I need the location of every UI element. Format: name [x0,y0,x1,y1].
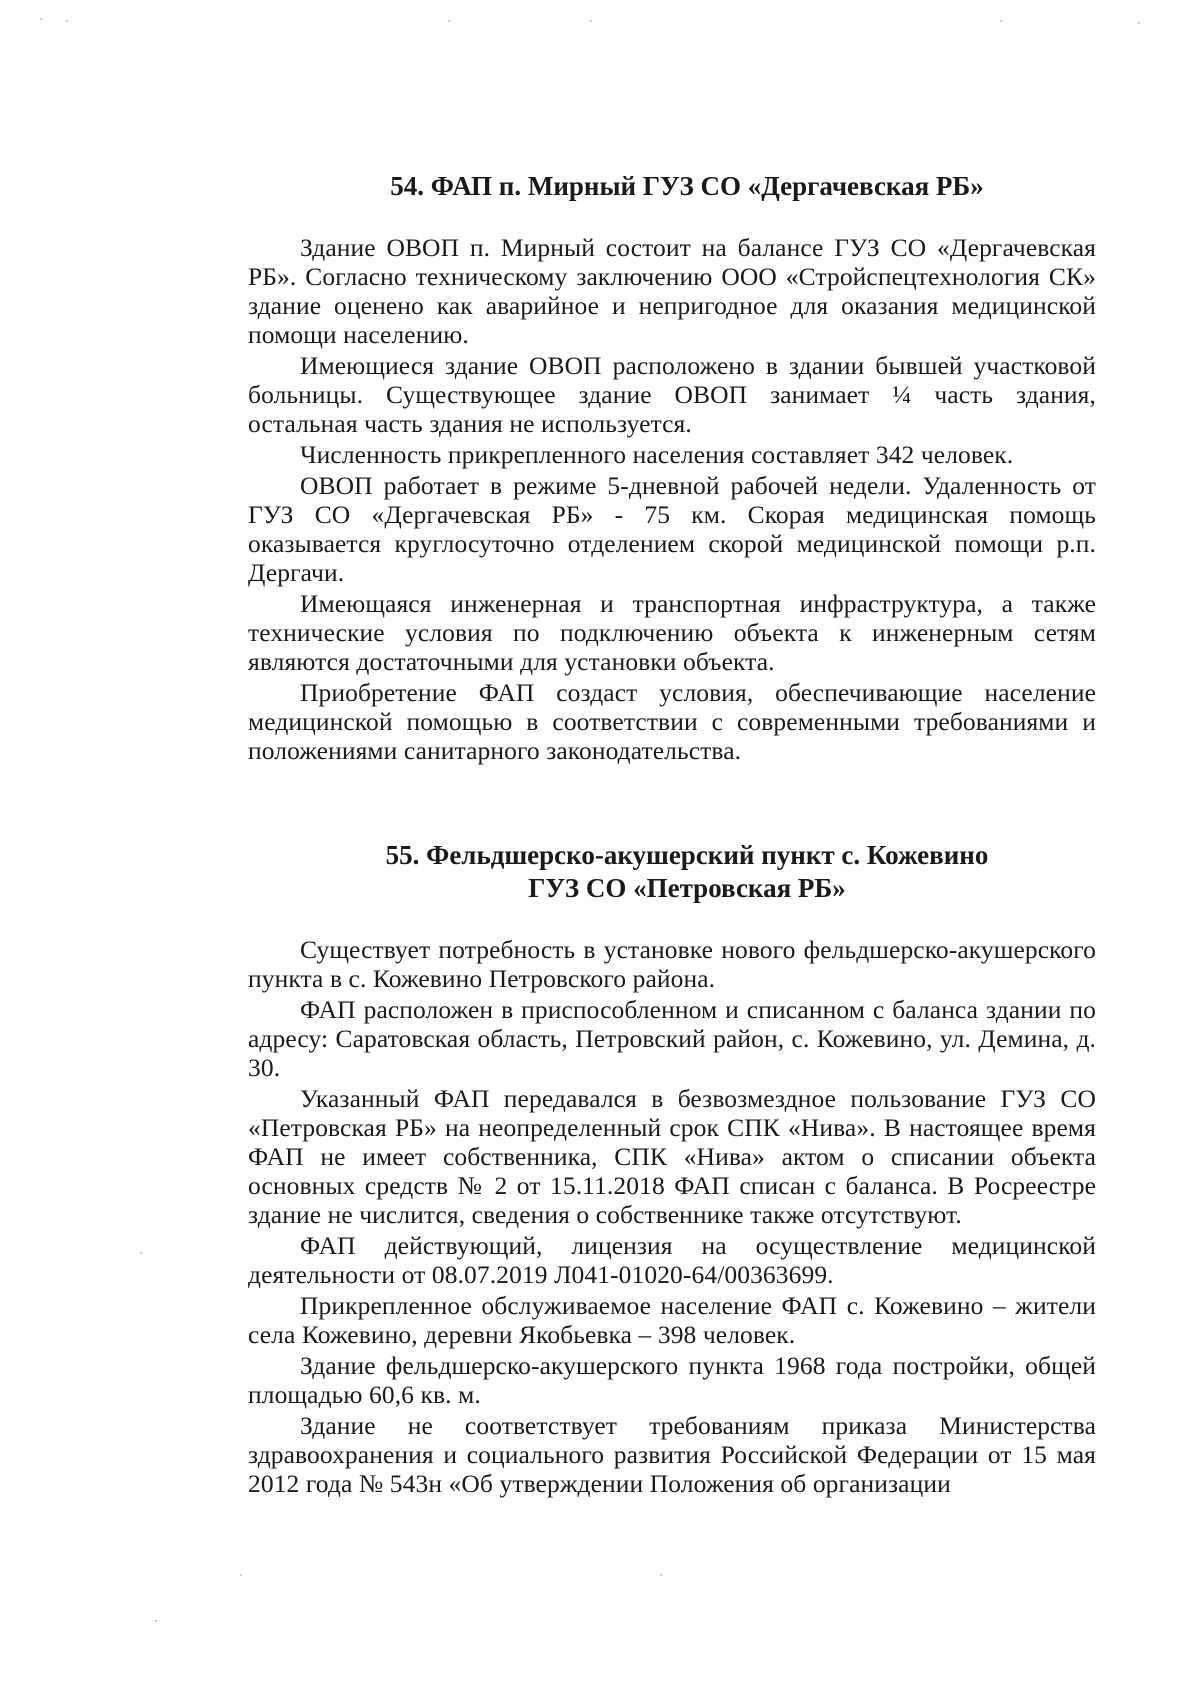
scan-speck [1000,20,1002,22]
heading-line: 54. ФАП п. Мирный ГУЗ СО «Дергачевская РБ» [390,171,984,201]
scan-speck [1138,22,1140,24]
scan-speck [66,20,68,22]
paragraph: ФАП расположен в приспособленном и списанном с баланса здании по адресу: Саратовская область, Петровский район, с. Кожевино, ул. Демина, д. 30. [248,995,1096,1082]
scan-speck [140,1252,142,1254]
paragraph: Имеющиеся здание ОВОП расположено в здании бывшей участковой больницы. Существующее здание ОВОП занимает ¼ часть здания, остальная часть здания не используется. [248,351,1096,438]
paragraph: Указанный ФАП передавался в безвозмездное пользование ГУЗ СО «Петровская РБ» на неопределенный срок СПК «Нива». В настоящее время ФАП не имеет собственника, СПК «Нива» актом о списании объекта основных средств № 2 от 15.11.2018 ФАП списан с баланса. В Росреестре здание не числится, сведения о собственнике также отсутствуют. [248,1084,1096,1229]
paragraph: Существует потребность в установке нового фельдшерско-акушерского пункта в с. Кожевино Петровского района. [248,935,1096,993]
heading-line: ГУЗ СО «Петровская РБ» [528,873,846,903]
paragraph: Здание ОВОП п. Мирный состоит на балансе ГУЗ СО «Дергачевская РБ». Согласно техническому заключению ООО «Стройспецтехнология СК» здание оценено как аварийное и непригодное для оказания медицинской помощи населению. [248,233,1096,349]
paragraph: Численность прикрепленного населения составляет 342 человек. [300,440,1014,469]
scan-speck [590,20,592,22]
scan-speck [240,1574,242,1576]
paragraph: Здание не соответствует требованиям приказа Министерства здравоохранения и социального развития Российской Федерации от 15 мая 2012 года № 543н «Об утверждении Положения об организации [248,1411,1096,1498]
scan-speck [660,1574,662,1576]
paragraph: Имеющаяся инженерная и транспортная инфраструктура, а также технические условия по подключению объекта к инженерным сетям являются достаточными для установки объекта. [248,589,1096,676]
paragraph: Прикрепленное обслуживаемое население ФАП с. Кожевино – жители села Кожевино, деревни Якобьевка – 398 человек. [248,1291,1096,1349]
scan-speck [155,1620,157,1622]
paragraph: Приобретение ФАП создаст условия, обеспечивающие население медицинской помощью в соответствии с современными требованиями и положениями санитарного законодательства. [248,678,1096,765]
section-54 [248,170,1096,765]
paragraph: ФАП действующий, лицензия на осуществление медицинской деятельности от 08.07.2019 Л041-01020-64/00363699. [248,1231,1096,1289]
paragraph: Здание фельдшерско-акушерского пункта 1968 года постройки, общей площадью 60,6 кв. м. [248,1351,1096,1409]
section-55 [248,839,1096,1498]
document-page [248,170,1096,1500]
scan-speck [40,18,42,20]
scan-speck [448,20,450,22]
heading-line: 55. Фельдшерско-акушерский пункт с. Кожевино [385,840,989,870]
section-heading [248,170,1096,203]
paragraph: ОВОП работает в режиме 5-дневной рабочей недели. Удаленность от ГУЗ СО «Дергачевская РБ» - 75 км. Скорая медицинская помощь оказывается круглосуточно отделением скорой медицинской помощи р.п. Дергачи. [248,471,1096,587]
section-heading [248,839,1096,905]
